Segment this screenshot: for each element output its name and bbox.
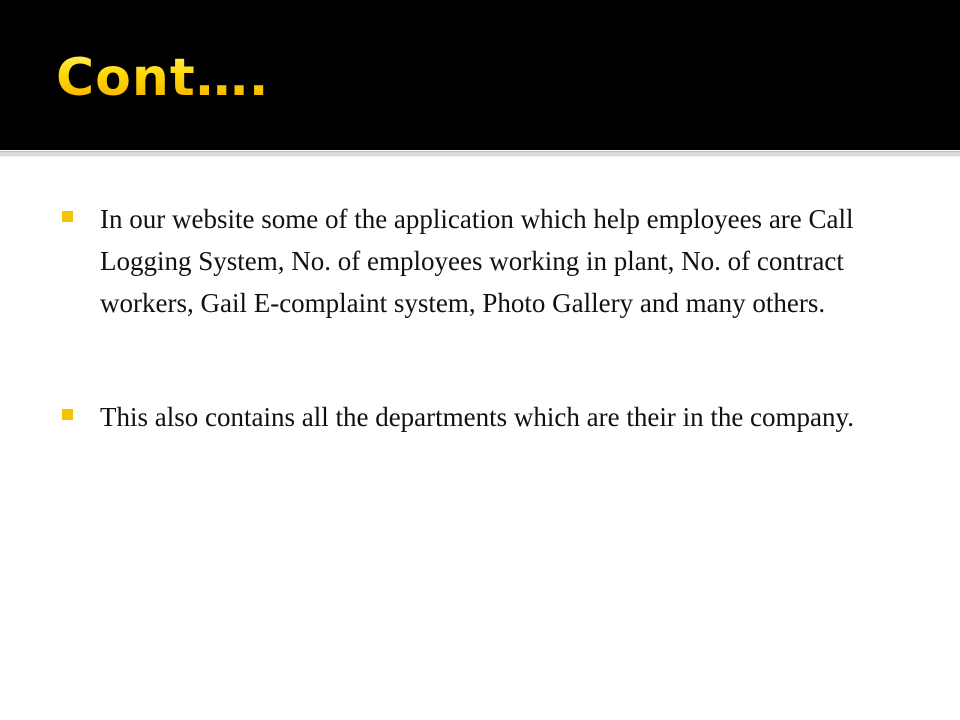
bullet-text: In our website some of the application which help employees are Call Logging System, No. of employees working in plant, No. of contract workers, Gail E-complaint system, Photo Gallery and many others. [100,204,854,318]
bullet-text: This also contains all the departments which are their in the company. [100,402,855,432]
bullet-item [62,198,862,324]
square-bullet-icon [62,409,73,420]
square-bullet-icon [62,211,73,222]
bullet-item [62,396,862,438]
title-divider [0,151,960,157]
title-band [0,0,960,150]
bullet-list [62,198,862,438]
slide-title: Cont…. [56,48,270,108]
